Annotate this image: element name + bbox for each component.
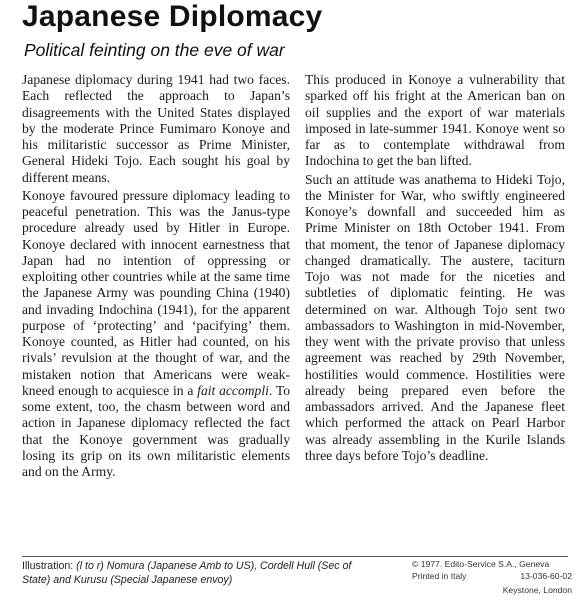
right-column [305,72,565,464]
paragraph: This produced in Konoye a vulnerability that sparked off his fright at the American ban on oil supplies and the export of war materials imposed in late-summer 1941. Konoye went so far as to contemplate withdrawal from Indochina to get the ban lifted. [305,72,565,169]
left-column [22,72,290,480]
page-subtitle: Political feinting on the eve of war [24,40,285,60]
footer-divider [22,556,568,557]
paragraph: Such an attitude was anathema to Hideki Tojo, the Minister for War, who swiftly engineered Konoye’s downfall and succeeded him as Prime Minister on 18th October 1941. From that moment, the tenor of Japanese diplomacy changed dramatically. The austere, taciturn Tojo was not made for the niceties and subtleties of diplomatic feinting. He was determined on war. Although Tojo sent two ambassadors to Washington in mid-November, they went with the private proviso that unless agreement was reached by 29th November, hostilities would commence. Hostilities were already being prepared even before the ambassadors arrived. And the Japanese fleet which performed the attack on Pearl Harbor was already assembling in the Kurile Islands three days before Tojo’s deadline. [305,171,565,463]
italic-term: fait accompli [197,382,269,398]
copyright-line: © 1977. Edito-Service S.A., Geneva [412,559,550,569]
paragraph: Japanese diplomacy during 1941 had two faces. Each reflected the approach to Japan’s disagreements with the United States displayed by the moderate Prince Fumimaro Konoye and his militaristic successor as Prime Minister, General Hideki Tojo. Each sought his goal by different means. [22,72,290,185]
printed-in: Printed in Italy [412,570,467,581]
publisher-credits [412,559,572,597]
photo-credit: Keystone, London [502,585,572,595]
illustration-caption [22,559,382,587]
illustration-label: Illustration: [22,560,77,572]
paragraph-text: Konoye favoured pressure diplomacy leading to peaceful penetration. This was the Janus-type procedure already used by Hitler in Europe. Konoye declared with innocent earnestness that Japan had no intention of oppressing or exploiting other countries while at the same time the Japanese Army was pounding China (1940) and invading Indochina (1941), for the apparent purpose of ‘protecting’ and ‘pacifying’ them. Konoye counted, as Hitler had counted, on his rivals’ revulsion at the thought of war, and the mistaken notion that Americans were weak-kneed enough to acquiesce in a [22,187,290,398]
print-info-row [412,571,572,583]
page-title: Japanese Diplomacy [22,0,323,33]
paragraph-text: . To some extent, too, the chasm between word and action in Japanese diplomacy reflected the fact that the Konoye government was gradually losing its grip on its own militaristic elements and on the Army. [22,382,291,479]
illustration-text: (l to r) Nomura (Japanese Amb to US), Cordell Hull (Sec of State) and Kurusu (Special Japanese envoy) [22,560,352,586]
paragraph [22,188,290,481]
card-code: 13-036-60-02 [520,570,572,581]
